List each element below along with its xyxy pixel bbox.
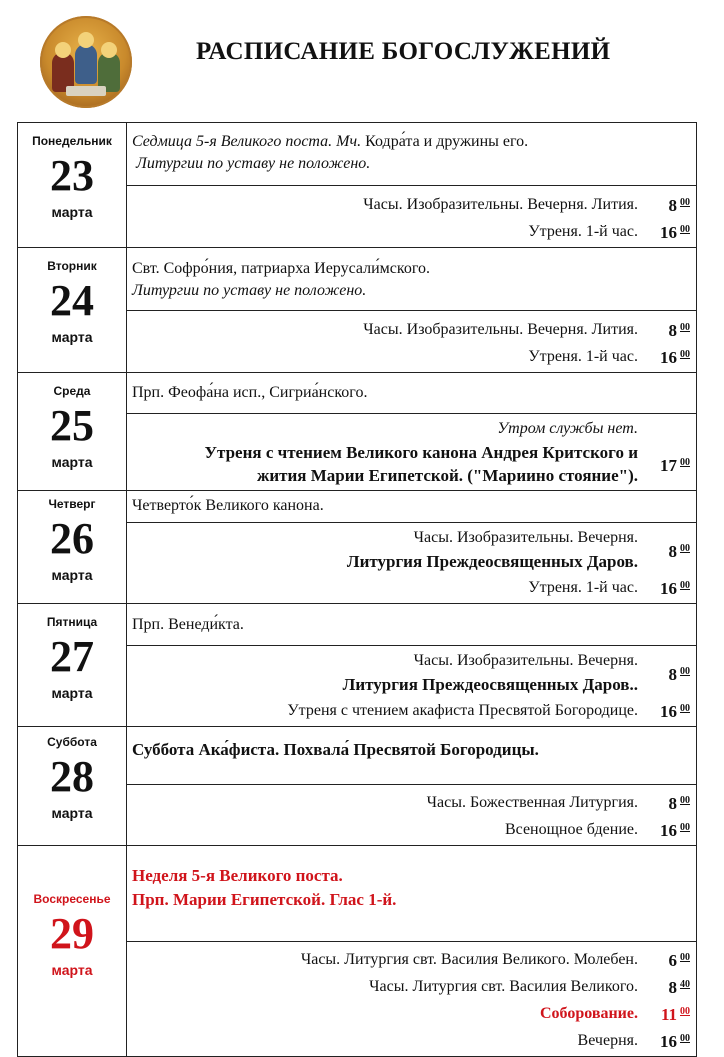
header bbox=[0, 0, 724, 110]
day-row-friday bbox=[18, 604, 697, 727]
service-text: Часы. Изобразительны. Вечерня. bbox=[413, 652, 638, 669]
day-name: Понедельник bbox=[32, 134, 112, 148]
day-content bbox=[127, 123, 697, 248]
day-number: 26 bbox=[50, 514, 94, 563]
service-time: 16 $^{00}$ bbox=[660, 1032, 690, 1051]
day-name: Среда bbox=[53, 384, 91, 398]
day-row-tuesday bbox=[18, 248, 697, 373]
service-text: Утреня. 1-й час. bbox=[528, 578, 638, 596]
service-time: 8 $^{00}$ bbox=[668, 541, 690, 561]
day-month: марта bbox=[51, 567, 93, 583]
day-month: марта bbox=[51, 962, 93, 978]
service-text: Утреня с чтением акафиста Пресвятой Богородице. bbox=[287, 701, 638, 719]
service-text: Утром службы нет. bbox=[497, 420, 638, 437]
feast-note: Прп. Феофа́на исп., Сигриа́нского. bbox=[132, 384, 368, 401]
day-number: 25 bbox=[50, 401, 94, 450]
day-month: марта bbox=[51, 805, 93, 821]
service-text: Часы. Изобразительны. Вечерня. Лития. bbox=[363, 320, 638, 338]
service-time: 16 $^{00}$ bbox=[660, 702, 690, 721]
service-text: Утреня. 1-й час. bbox=[528, 347, 638, 365]
day-name: Вторник bbox=[47, 259, 97, 273]
day-month: марта bbox=[51, 685, 93, 701]
day-content bbox=[127, 491, 697, 604]
day-name: Четверг bbox=[48, 497, 96, 511]
service-time: 8 $^{00}$ bbox=[668, 321, 690, 340]
service-text: Утреня с чтением Великого канона Андрея Критского и bbox=[204, 443, 638, 462]
service-text: Часы. Литургия свт. Василия Великого. Молебен. bbox=[300, 950, 638, 968]
service-time: 8 $^{00}$ bbox=[668, 794, 690, 813]
day-cell bbox=[18, 604, 127, 727]
feast-note: Прп. Венеди́кта. bbox=[132, 616, 244, 633]
feast-note: Седмица 5-я Великого поста. Мч. bbox=[132, 133, 362, 150]
day-cell bbox=[18, 248, 127, 373]
feast-note: Свт. Софро́ния, патриарха Иерусали́мского. bbox=[132, 260, 431, 277]
service-text: Часы. Литургия свт. Василия Великого. bbox=[369, 977, 638, 995]
day-row-thursday bbox=[18, 491, 697, 604]
day-number: 28 bbox=[50, 752, 94, 801]
day-name: Воскресенье bbox=[33, 892, 111, 906]
day-cell bbox=[18, 727, 127, 846]
day-name: Суббота bbox=[47, 735, 97, 749]
day-cell bbox=[18, 491, 127, 604]
feast-note: Кодра́та и дружины его. bbox=[361, 133, 529, 150]
feast-note: Прп. Марии Египетской. Глас 1-й. bbox=[132, 890, 397, 909]
day-content bbox=[127, 846, 697, 1057]
service-text: Часы. Изобразительны. Вечерня. bbox=[413, 529, 638, 546]
day-row-saturday bbox=[18, 727, 697, 846]
feast-note: Неделя 5-я Великого поста. bbox=[132, 866, 343, 885]
day-number: 24 bbox=[50, 276, 94, 325]
feast-note: Суббота Aка́фиста. Похвала́ Пресвятой Богородицы. bbox=[132, 740, 539, 759]
service-time: 16 $^{00}$ bbox=[660, 579, 690, 598]
day-row-sunday bbox=[18, 846, 697, 1057]
day-content bbox=[127, 727, 697, 846]
schedule-table bbox=[17, 122, 697, 1057]
service-time: 6 $^{00}$ bbox=[668, 951, 690, 970]
day-row-monday bbox=[18, 123, 697, 248]
day-number: 27 bbox=[50, 632, 94, 681]
service-time: 8 $^{00}$ bbox=[668, 664, 690, 684]
day-row-wednesday bbox=[18, 373, 697, 491]
trinity-icon bbox=[40, 16, 132, 108]
service-time: 16 $^{00}$ bbox=[660, 348, 690, 367]
service-time: 8 $^{40}$ bbox=[668, 978, 690, 997]
service-text: Соборование. bbox=[539, 1004, 638, 1022]
service-time: 16 $^{00}$ bbox=[660, 821, 690, 840]
day-month: марта bbox=[51, 329, 93, 345]
day-month: марта bbox=[51, 454, 93, 470]
service-text: Часы. Божественная Литургия. bbox=[426, 793, 638, 811]
service-time: 17 $^{00}$ bbox=[660, 455, 690, 475]
day-month: марта bbox=[51, 204, 93, 220]
day-cell bbox=[18, 373, 127, 491]
page-title: РАСПИСАНИЕ БОГОСЛУЖЕНИЙ bbox=[196, 38, 611, 65]
service-text: Часы. Изобразительны. Вечерня. Лития. bbox=[363, 195, 638, 213]
day-content bbox=[127, 604, 697, 727]
service-time: 11 $^{00}$ bbox=[660, 1005, 690, 1024]
day-cell bbox=[18, 123, 127, 248]
service-time: 16 $^{00}$ bbox=[660, 223, 690, 242]
service-text: Литургия Преждеосвященных Даров. bbox=[346, 552, 638, 571]
feast-note: Четверто́к Великого канона. bbox=[132, 497, 324, 514]
service-text: Вечерня. bbox=[577, 1031, 638, 1049]
service-text: Утреня. 1-й час. bbox=[528, 222, 638, 240]
service-text: жития Марии Египетской. ("Мариино стояние"). bbox=[257, 466, 638, 485]
liturgy-note: Литургии по уставу не положено. bbox=[136, 155, 371, 172]
day-number: 29 bbox=[50, 909, 94, 958]
liturgy-note: Литургии по уставу не положено. bbox=[132, 282, 367, 299]
day-cell bbox=[18, 846, 127, 1057]
service-time: 8 $^{00}$ bbox=[668, 196, 690, 215]
service-text: Литургия Преждеосвященных Даров.. bbox=[342, 675, 638, 694]
day-number: 23 bbox=[50, 151, 94, 200]
service-text: Всенощное бдение. bbox=[504, 820, 638, 838]
day-name: Пятница bbox=[46, 615, 98, 629]
day-content bbox=[127, 248, 697, 373]
day-content bbox=[127, 373, 697, 491]
